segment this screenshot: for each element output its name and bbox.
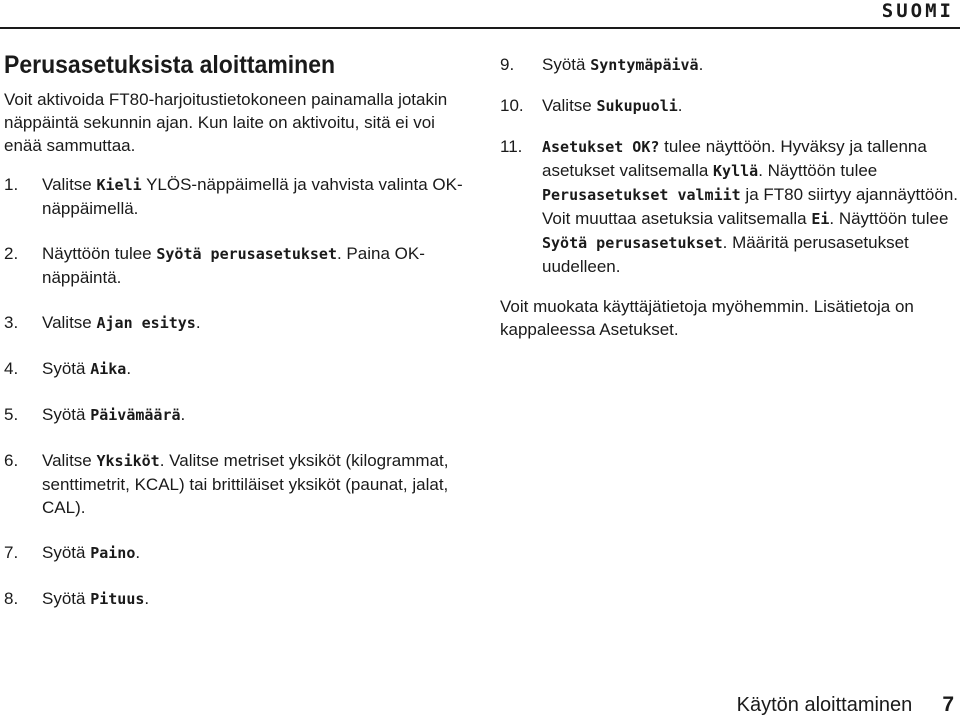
step-text: Näyttöön tulee: [42, 244, 157, 263]
step-text: ja FT80 siirtyy ajannäyttöön.: [740, 185, 959, 204]
step-text: . Valitse metriset yksiköt (kilogrammat, senttimetrit, KCAL) tai brittiläiset yksiköt (paunat, jalat, CAL).: [42, 451, 449, 517]
display-text: Syötä perusasetukset: [542, 234, 723, 252]
section-title: Perusasetuksista aloittaminen: [4, 51, 336, 79]
step-text: . Määritä perusasetukset uudelleen.: [542, 233, 909, 276]
intro-paragraph: Voit aktivoida FT80-harjoitustietokoneen painamalla jotakin näppäintä sekunnin ajan. Kun laite on aktivoitu, sitä ei voi enää sammuttaa.: [4, 90, 448, 155]
page-number: 7: [942, 693, 954, 716]
step-8: [4, 587, 474, 611]
display-text: Ajan esitys: [96, 314, 196, 332]
step-text: .: [144, 589, 150, 608]
step-text: . Näyttöön tulee: [829, 209, 949, 228]
display-text: Aika: [90, 360, 127, 378]
step-text: Syötä: [42, 405, 91, 424]
display-text: Päivämäärä: [90, 406, 181, 424]
step-text: . Näyttöön tulee: [758, 161, 878, 180]
step-9: [500, 53, 960, 77]
page-footer: [737, 692, 960, 718]
step-11: [500, 135, 960, 278]
step-number: 2.: [4, 244, 19, 263]
step-text: tulee näyttöön. Hyväksy ja tallenna asetukset valitsemalla: [542, 137, 927, 180]
step-number: 1.: [4, 175, 19, 194]
display-text: Yksiköt: [96, 452, 160, 470]
right-column: [500, 53, 960, 341]
display-text: Paino: [90, 544, 136, 562]
left-column: [4, 50, 474, 633]
step-text: .: [135, 543, 141, 562]
step-2: [4, 242, 474, 289]
step-text: .: [677, 96, 683, 115]
step-text: . Paina OK-näppäintä.: [42, 244, 425, 287]
step-text: .: [180, 405, 186, 424]
header-rule: [0, 27, 960, 29]
step-text: Valitse: [42, 313, 97, 332]
step-10: [500, 94, 960, 118]
step-number: 6.: [4, 451, 19, 470]
step-number: 3.: [4, 313, 19, 332]
display-text: Sukupuoli: [596, 97, 678, 115]
step-text: Valitse: [42, 175, 97, 194]
step-7: [4, 541, 474, 565]
step-number: 11.: [500, 137, 523, 156]
display-text: Syötä perusasetukset: [156, 245, 337, 263]
step-text: Valitse: [42, 451, 97, 470]
language-label: SUOMI: [881, 0, 954, 22]
footer-section-title: Käytön aloittaminen: [736, 694, 913, 716]
step-text: .: [126, 359, 132, 378]
step-6: [4, 449, 474, 519]
display-text: Ei: [811, 210, 830, 228]
step-text: Syötä: [542, 55, 591, 74]
step-4: [4, 357, 474, 381]
step-text: Valitse: [542, 96, 597, 115]
step-text: Voit muuttaa asetuksia valitsemalla: [542, 209, 812, 228]
step-number: 9.: [500, 55, 515, 74]
step-number: 8.: [4, 589, 19, 608]
step-text: Syötä: [42, 359, 91, 378]
display-text: Kyllä: [713, 162, 759, 180]
step-text: .: [195, 313, 201, 332]
display-text: Syntymäpäivä: [590, 56, 699, 74]
step-number: 10.: [500, 96, 524, 115]
display-text: Pituus: [90, 590, 145, 608]
step-number: 4.: [4, 359, 19, 378]
step-number: 5.: [4, 405, 19, 424]
display-text: Perusasetukset valmiit: [542, 186, 741, 204]
step-text: Syötä: [42, 589, 91, 608]
step-5: [4, 403, 474, 427]
step-number: 7.: [4, 543, 19, 562]
steps-list-left: [4, 173, 474, 611]
note-paragraph: Voit muokata käyttäjätietoja myöhemmin. Lisätietoja on kappaleessa Asetukset.: [500, 297, 914, 339]
step-text: Syötä: [42, 543, 91, 562]
step-1: [4, 173, 474, 220]
display-text: Kieli: [96, 176, 142, 194]
step-text: YLÖS-näppäimellä ja vahvista valinta OK-näppäimellä.: [42, 175, 463, 218]
steps-list-right: [500, 53, 960, 278]
step-3: [4, 311, 474, 335]
display-text: Asetukset OK?: [542, 138, 660, 156]
step-text: .: [698, 55, 704, 74]
